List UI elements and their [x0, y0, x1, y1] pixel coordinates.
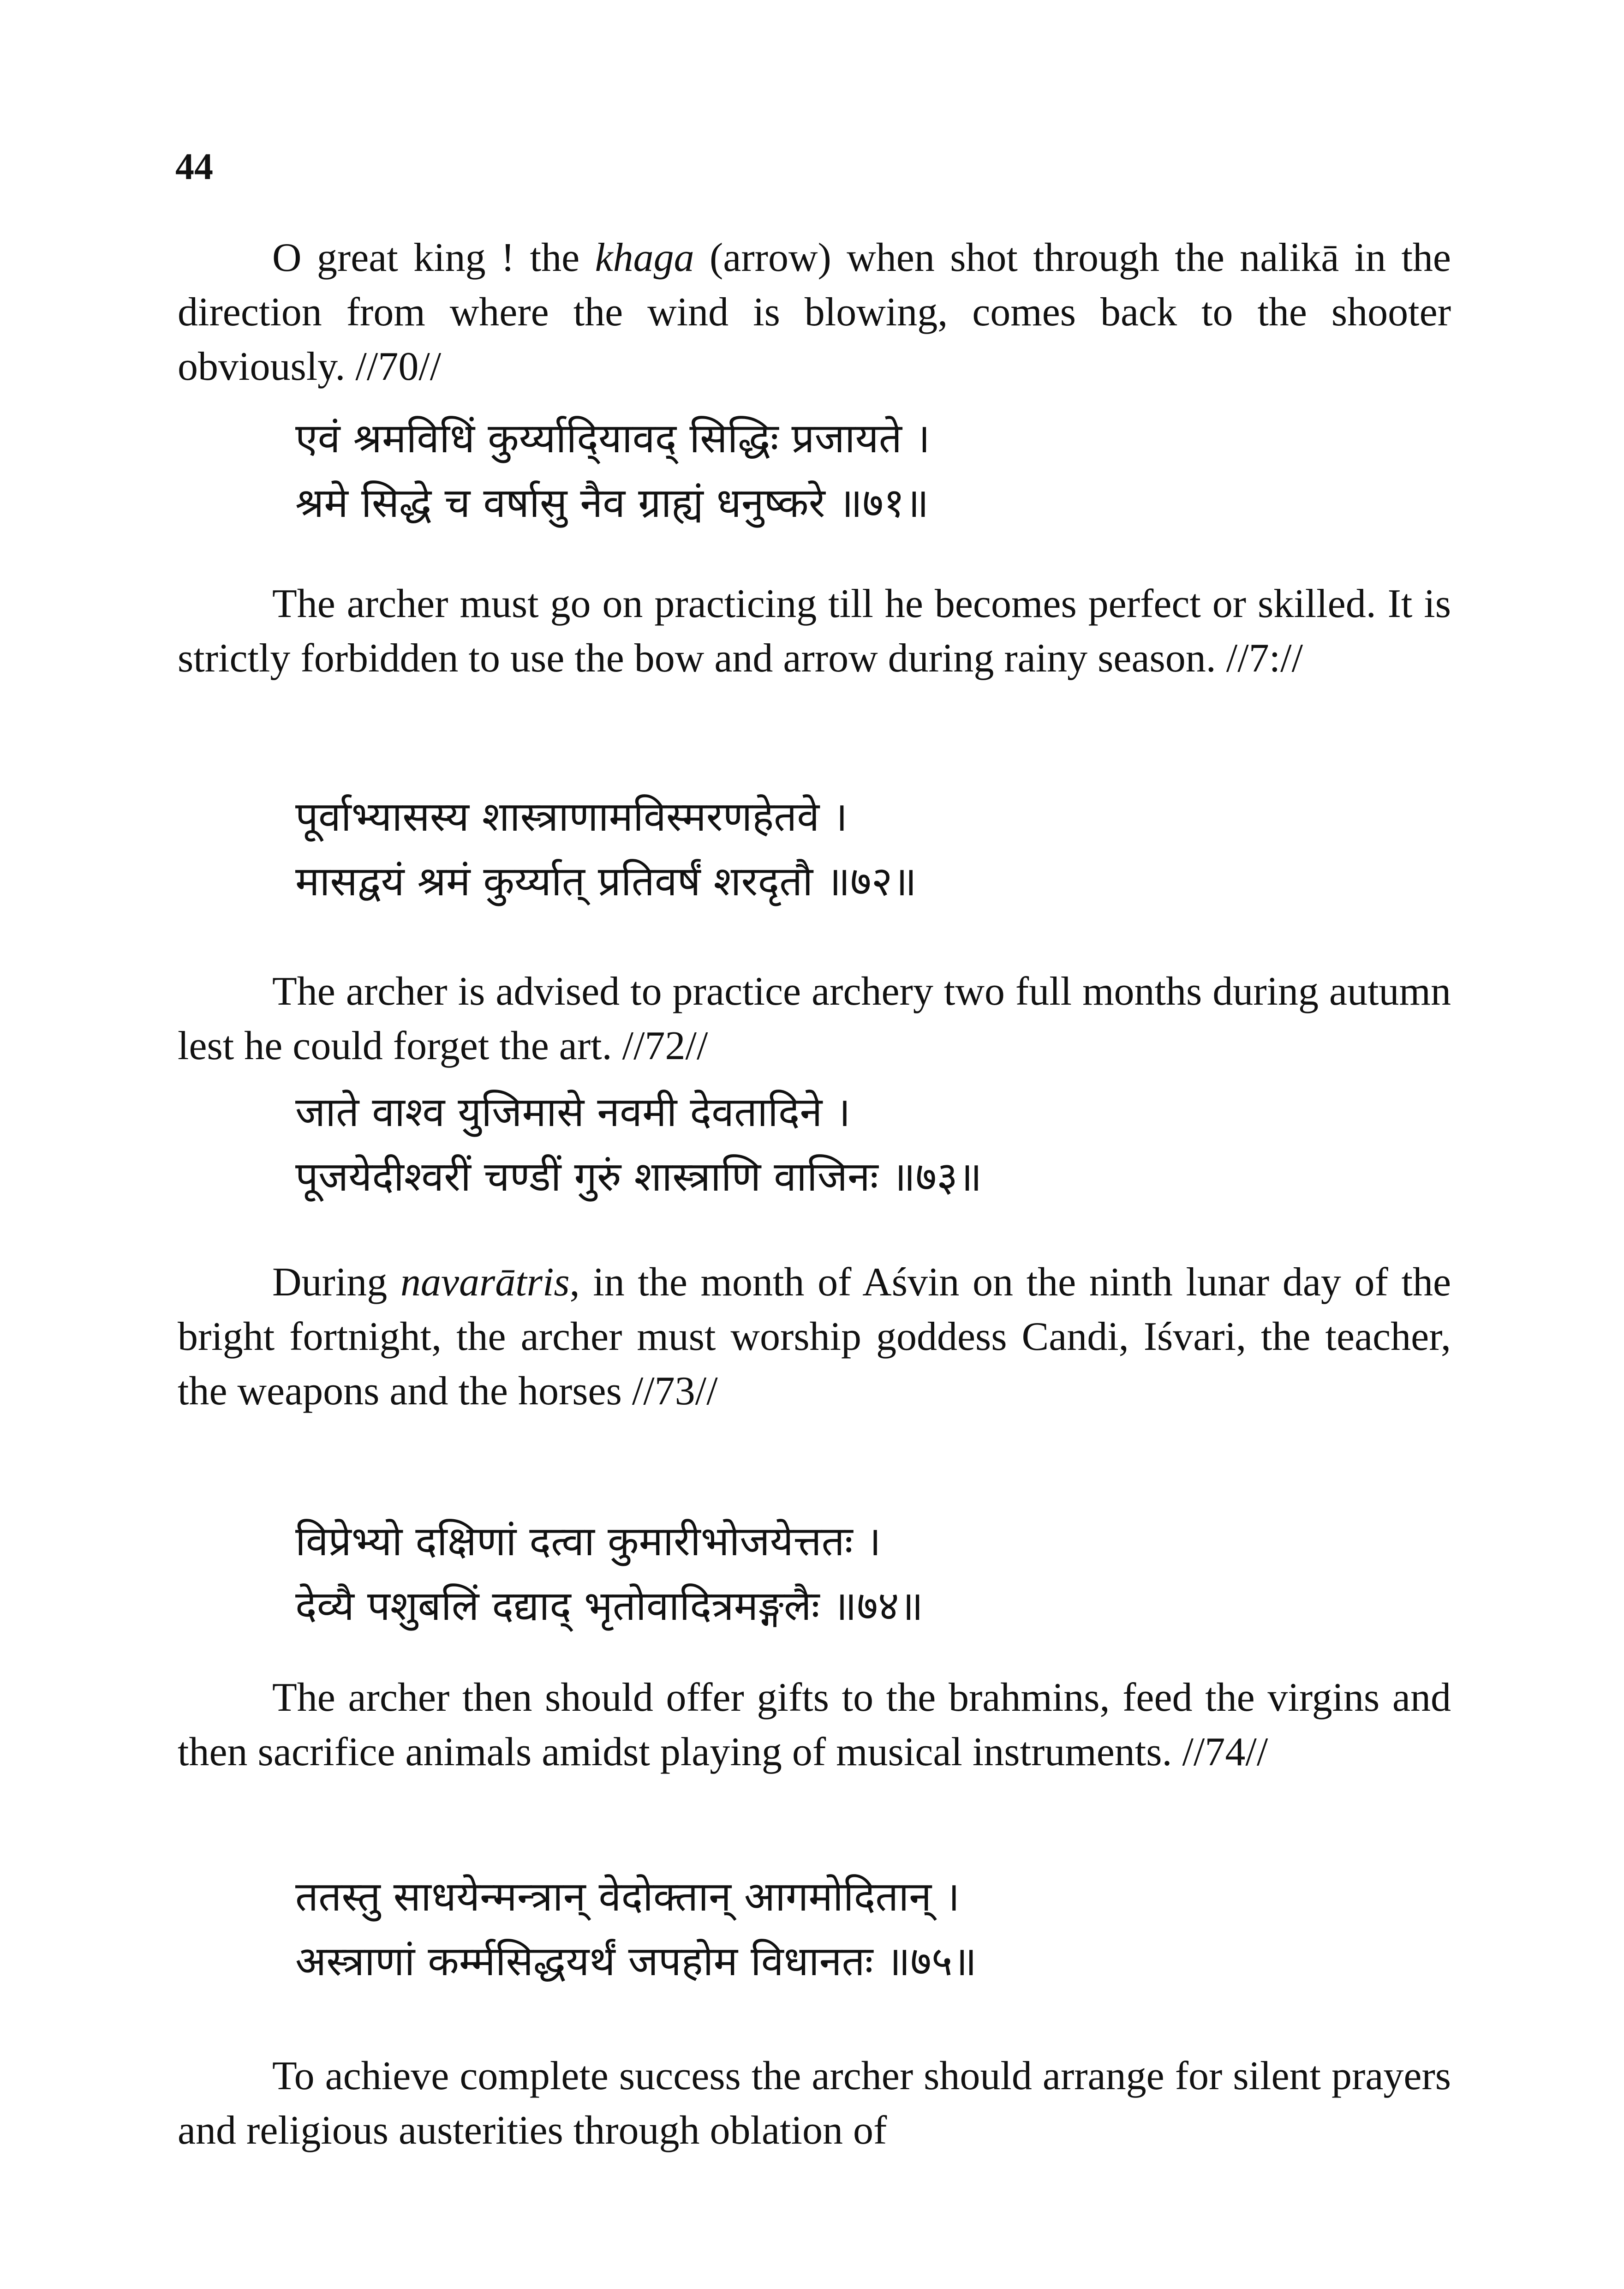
paragraph-text: During — [272, 1260, 400, 1305]
verse-line: अस्त्राणां कर्म्मसिद्धयर्थं जपहोम विधानतः ॥७५॥ — [295, 1937, 977, 1985]
translation-paragraph-75 — [178, 2049, 1451, 2158]
sanskrit-verse-72 — [295, 785, 1449, 914]
verse-line: विप्रेभ्यो दक्षिणां दत्वा कुमारीभोजयेत्ततः । — [295, 1517, 881, 1565]
paragraph-text: The archer must go on practicing till he becomes perfect or skilled. It is strictly forbidden to use the bow and arrow during rainy season. //7:// — [178, 581, 1451, 681]
paragraph-text: , in the month of Aśvin on the ninth lunar day of the bright fortnight, the archer must worship goddess Candi, Iśvari, the teacher, the weapons and the horses //73// — [178, 1260, 1451, 1414]
paragraph-text: The archer then should offer gifts to the brahmins, feed the virgins and then sacrifice animals amidst playing of musical instruments. //74// — [178, 1675, 1451, 1774]
paragraph-text: (arrow) when shot through the nalikā in the direction from where the wind is blowing, comes back to the shooter obviously. //70// — [178, 235, 1451, 389]
italic-term: navarātris — [400, 1260, 570, 1305]
sanskrit-verse-73 — [295, 1080, 1449, 1209]
italic-term: khaga — [595, 235, 694, 280]
sanskrit-verse-74 — [295, 1509, 1449, 1638]
translation-paragraph-71 — [178, 577, 1451, 686]
paragraph-text: The archer is advised to practice archery two full months during autumn lest he could forget the art. //72// — [178, 969, 1451, 1068]
verse-line: ततस्तु साधयेन्मन्त्रान् वेदोक्तान् आगमोदितान् । — [295, 1873, 960, 1920]
translation-paragraph-73 — [178, 1255, 1451, 1419]
sanskrit-verse-71 — [295, 406, 1449, 535]
paragraph-text: To achieve complete success the archer should arrange for silent prayers and religious austerities through oblation of — [178, 2054, 1451, 2153]
page-number: 44 — [175, 145, 213, 187]
translation-paragraph-70 — [178, 231, 1451, 394]
paragraph-text: O great king ! the — [272, 235, 595, 280]
verse-line: श्रमे सिद्धे च वर्षासु नैव ग्राह्यं धनुष्करे ॥७१॥ — [295, 479, 929, 527]
sanskrit-verse-75 — [295, 1864, 1449, 1994]
verse-line: देव्यै पशुबलिं दद्याद् भृतोवादित्रमङ्गलैः ॥७४॥ — [295, 1582, 924, 1630]
verse-line: मासद्वयं श्रमं कुर्य्यात् प्रतिवर्षं शरदृतौ ॥७२॥ — [295, 857, 917, 905]
verse-line: पूजयेदीश्वरीं चण्डीं गुरुं शास्त्राणि वाजिनः ॥७३॥ — [295, 1153, 982, 1200]
translation-paragraph-74 — [178, 1671, 1451, 1780]
translation-paragraph-72 — [178, 965, 1451, 1073]
verse-line: जाते वाश्व युजिमासे नवमी देवतादिने । — [295, 1088, 851, 1136]
verse-line: पूर्वाभ्यासस्य शास्त्राणामविस्मरणहेतवे । — [295, 793, 848, 840]
verse-line: एवं श्रमविधिं कुर्य्यादि्यावद् सिद्धिः प्रजायते । — [295, 414, 931, 462]
